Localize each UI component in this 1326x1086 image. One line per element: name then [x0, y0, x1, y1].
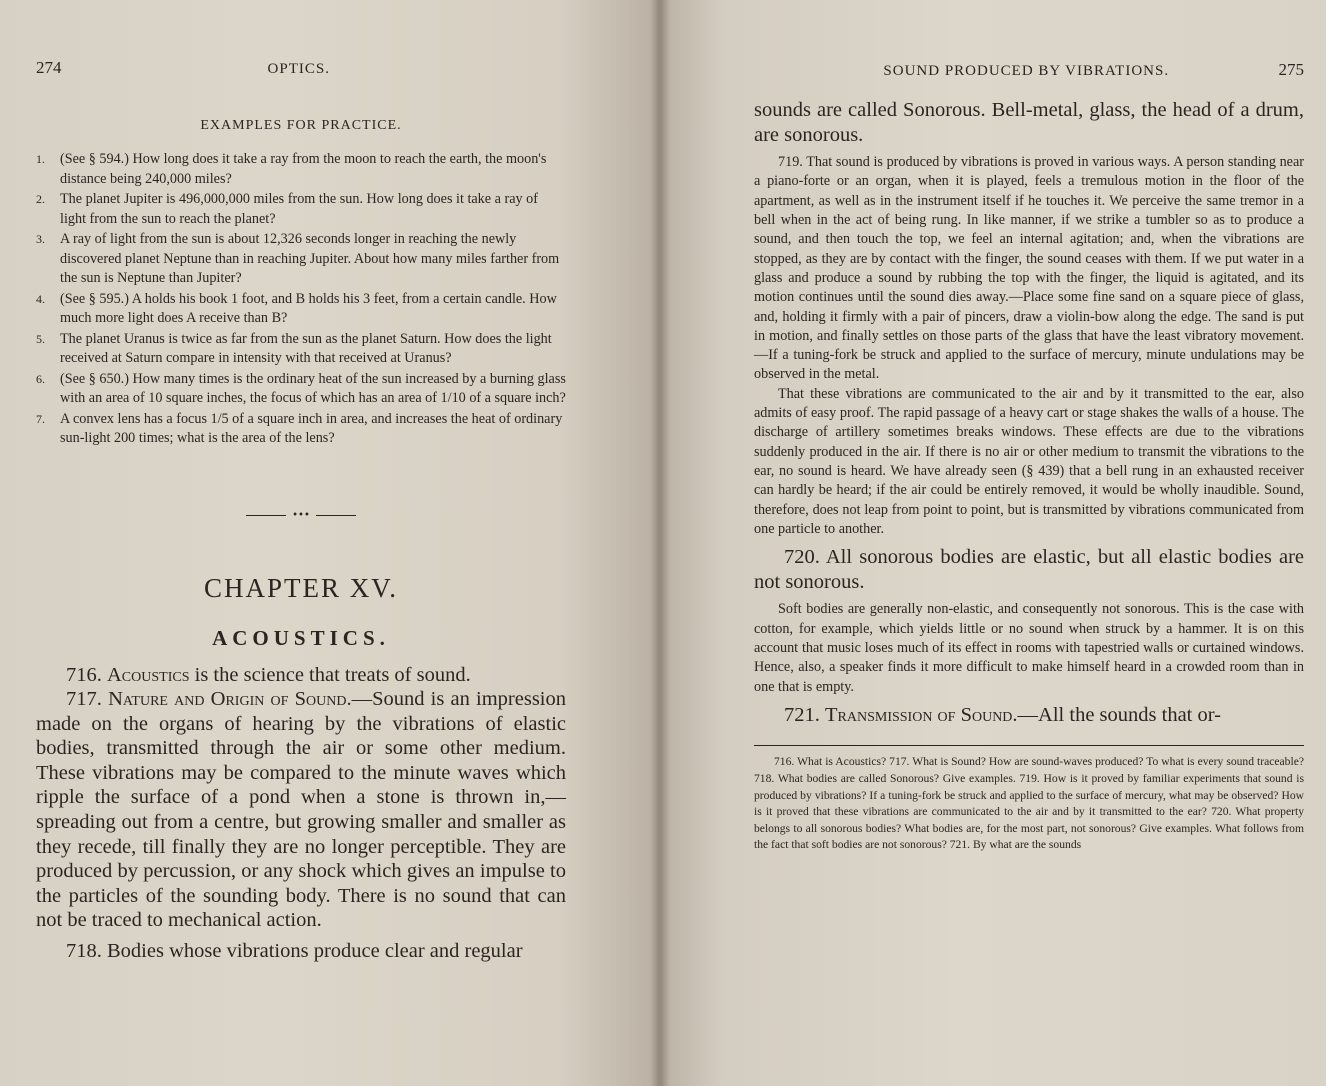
paragraph-719-continued: That these vibrations are communicated to the air and by it transmitted to the ear, also admits of easy proof. The rapid passage of a heavy cart or stage shakes the walls of a house. The discharge of artillery sometimes breaks windows. These effects are due to the vibrations suddenly produced in the air. If there is no air or other medium to transmit the vibrations to the ear, no sound is heard. We have already seen (§ 439) that a bell rung in an exhausted receiver can hardly be heard; if the air could be entirely removed, it would be wholly inaudible. Sound, therefore, does not leap from point to point, but is transmitted by vibrations communicated from one particle to another.: [754, 385, 1304, 537]
example-item: [36, 150, 566, 189]
paragraph-719: 719. That sound is produced by vibrations is proved in various ways. A person standing near a piano-forte or an organ, when it is played, feels a tremulous motion in the floor of the apartment, as well as in the instrument itself if he touches it. We perceive the same tremor in a bell when in the act of being rung. In like manner, if we strike a tumbler so as to produce a sound, and then touch the top, we feel an internal agitation; and, when the vibrations are stopped, as they are by contact with the finger, the sound ceases with them. If we put water in a glass and produce a sound by rubbing the top with the finger, the liquid is agitated, and its motion continues until the sound dies away.—Place some fine sand on a square piece of glass, and, holding it firmly with a pair of pincers, draw a violin-bow along the edge. The sand is put in motion, and finally settles on those parts of the glass that have the least vibratory movement.—If a tuning-fork be struck and applied to the surface of mercury, minute undulations may be observed in the metal.: [754, 154, 1304, 383]
continued-paragraph: sounds are called Sonorous. Bell-metal, glass, the head of a drum, are sonorous.: [754, 99, 1304, 146]
example-text: (See § 595.) A holds his book 1 foot, and B holds his 3 feet, from a certain candle. How much more light does A receive than B?: [60, 290, 557, 326]
left-page: [0, 0, 658, 1086]
paragraph-head: Nature and Origin of Sound.: [108, 688, 352, 711]
example-number: 6.: [36, 371, 45, 386]
example-text: A convex lens has a focus 1/5 of a square inch in area, and increases the heat of ordinary sun-light 200 times; what is the area of the lens?: [60, 410, 563, 446]
examples-list: [36, 150, 566, 449]
left-running-title: OPTICS.: [267, 61, 330, 77]
paragraph-text: is the science that treats of sound.: [194, 663, 471, 686]
paragraph-720-continued: Soft bodies are generally non-elastic, and consequently not sonorous. This is the case with cotton, for example, which yields little or no sound when struck by a hammer. It is on this account that music loses much of its effect in rooms with tapestried walls or curtained windows. Hence, also, a speaker finds it more difficult to make himself heard in a crowded room than in one that is empty.: [754, 601, 1304, 695]
example-text: (See § 594.) How long does it take a ray from the moon to reach the earth, the moon's distance being 240,000 miles?: [60, 151, 547, 187]
paragraph-text: —Sound is an impression made on the organs of hearing by the vibrations of elastic bodies, transmitted through the air or some other medium. These vibrations may be compared to the minute waves which ripple the surface of a pond when a stone is thrown in,—spreading out from a centre, but growing smaller and smaller as they recede, till finally they are no longer perceptible. They are produced by percussion, or any shock which gives an impulse to the particles of the sounding body. There is no sound that can not be traced to mechanical action.: [36, 688, 566, 932]
paragraph-head: Transmission of Sound.: [825, 703, 1018, 726]
right-running-head: [754, 60, 1304, 80]
example-item: [36, 290, 566, 329]
right-page-number: 275: [1278, 60, 1304, 79]
footnote-divider: [754, 745, 1304, 746]
example-text: A ray of light from the sun is about 12,326 seconds longer in reaching the newly discovered planet Neptune than in reaching Jupiter. About how many miles farther from the sun is Neptune than Jupiter?: [60, 231, 560, 286]
example-item: [36, 410, 566, 449]
example-number: 1.: [36, 152, 45, 166]
paragraph-720: 720. All sonorous bodies are elastic, but all elastic bodies are not sonorous.: [754, 546, 1304, 593]
example-number: 2.: [36, 192, 45, 206]
example-number: 4.: [36, 291, 45, 306]
example-number: 3.: [36, 232, 45, 246]
paragraph-number: 716.: [66, 663, 102, 686]
ornament-rule-left: [246, 515, 286, 516]
ornament-dots: •••: [292, 509, 310, 521]
example-number: 5.: [36, 331, 45, 346]
paragraph-717: [36, 687, 566, 933]
left-running-head: [36, 58, 566, 78]
ornament-rule-right: [316, 515, 356, 516]
paragraph-number: 717.: [66, 688, 102, 711]
example-item: [36, 330, 566, 369]
example-text: The planet Jupiter is 496,000,000 miles from the sun. How long does it take a ray of light from the sun to reach the planet?: [60, 191, 538, 227]
chapter-heading: CHAPTER XV.: [203, 572, 399, 603]
example-item: [36, 230, 566, 289]
examples-title: EXAMPLES FOR PRACTICE.: [200, 118, 402, 133]
chapter-subject: ACOUSTICS.: [212, 625, 390, 650]
example-item: [36, 190, 566, 229]
paragraph-721: [754, 703, 1304, 728]
left-page-number: 274: [36, 58, 62, 77]
example-item: [36, 370, 566, 409]
footnote-questions: 716. What is Acoustics? 717. What is Sound? How are sound-waves produced? To what is every sound traceable? 718. What bodies are called Sonorous? Give examples. 719. How is it proved by familiar experiments that sound is produced by vibrations? If a tuning-fork be struck and applied to the surface of mercury, what may be observed? How is it proved that these vibrations are communicated to the air and by it transmitted to the ear? 720. What property belongs to all sonorous bodies? What bodies are, for the most part, not sonorous? Give examples. What follows from the fact that soft bodies are not sonorous? 721. By what are the sounds: [754, 755, 1304, 852]
right-page: [658, 0, 1326, 1086]
paragraph-718: 718. Bodies whose vibrations produce clear and regular: [66, 940, 523, 963]
example-number: 7.: [36, 411, 45, 426]
paragraph-716: [36, 663, 566, 688]
paragraph-number: 721.: [784, 703, 820, 726]
chapter-ornament: [36, 511, 566, 521]
example-text: (See § 650.) How many times is the ordinary heat of the sun increased by a burning glass with an area of 10 square inches, the focus of which has an area of 1/10 of a square inch?: [60, 370, 566, 406]
example-text: The planet Uranus is twice as far from the sun as the planet Saturn. How does the light received at Saturn compare in intensity with that received at Uranus?: [60, 330, 552, 366]
right-running-title: SOUND PRODUCED BY VIBRATIONS.: [883, 63, 1170, 79]
paragraph-head: Acoustics: [107, 663, 190, 686]
paragraph-text: —All the sounds that or-: [1017, 703, 1221, 726]
